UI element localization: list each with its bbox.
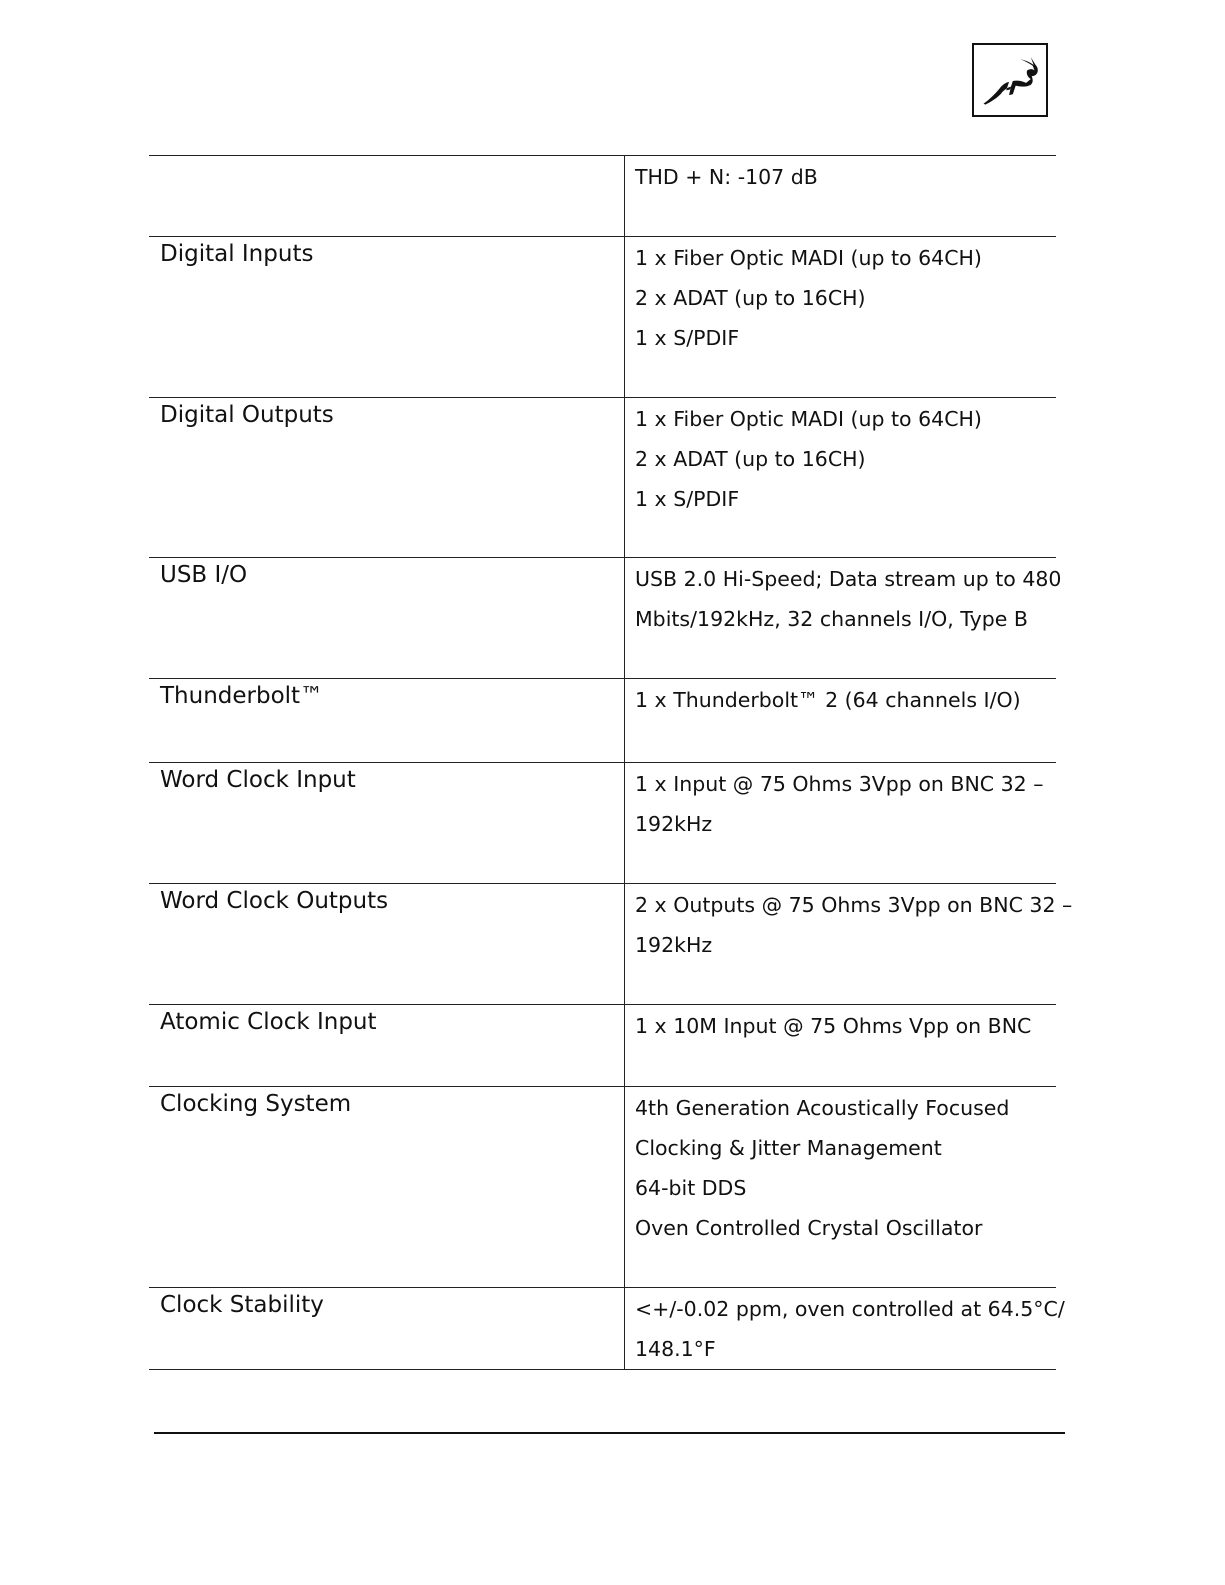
spec-value-line: Clocking & Jitter Management <box>635 1136 942 1160</box>
spec-label-cell <box>149 1288 625 1370</box>
spec-label: USB I/O <box>160 562 248 588</box>
spec-row <box>149 558 1056 679</box>
spec-label-cell <box>149 1005 625 1087</box>
spec-value-line: 1 x Fiber Optic MADI (up to 64CH) <box>635 246 982 270</box>
spec-table <box>149 155 1073 1370</box>
spec-value-line: 2 x ADAT (up to 16CH) <box>635 286 866 310</box>
spec-label: Atomic Clock Input <box>160 1009 377 1035</box>
spec-label: Clock Stability <box>160 1292 324 1318</box>
spec-value-cell <box>625 763 1057 884</box>
spec-value-line: 1 x Thunderbolt™ 2 (64 channels I/O) <box>635 688 1021 712</box>
spec-value-line: Mbits/192kHz, 32 channels I/O, Type B <box>635 607 1028 631</box>
brand-logo <box>972 43 1048 117</box>
spec-value-line: 1 x Input @ 75 Ohms 3Vpp on BNC 32 – <box>635 772 1044 796</box>
spec-value-line: USB 2.0 Hi-Speed; Data stream up to 480 <box>635 567 1062 591</box>
spec-row <box>149 237 1056 398</box>
spec-label-cell <box>149 558 625 679</box>
spec-row <box>149 1087 1056 1288</box>
antelope-logo-icon <box>974 45 1046 115</box>
spec-value-cell <box>625 156 1057 237</box>
spec-value-cell <box>625 884 1073 1005</box>
spec-row <box>149 1005 1056 1087</box>
spec-label-cell <box>149 237 625 398</box>
spec-value-line: 64-bit DDS <box>635 1176 747 1200</box>
spec-value-line: 4th Generation Acoustically Focused <box>635 1096 1010 1120</box>
spec-value-line: 2 x Outputs @ 75 Ohms 3Vpp on BNC 32 – <box>635 893 1073 917</box>
spec-label-cell <box>149 398 625 558</box>
spec-label-cell <box>149 1087 625 1288</box>
spec-value-cell <box>625 237 1057 398</box>
spec-row <box>149 884 1056 1005</box>
spec-value-line: THD + N: -107 dB <box>635 165 818 189</box>
spec-value-line: 2 x ADAT (up to 16CH) <box>635 447 866 471</box>
spec-value-cell <box>625 1005 1057 1087</box>
spec-value-cell <box>625 398 1057 558</box>
spec-label-cell <box>149 156 625 237</box>
spec-value-cell <box>625 558 1062 679</box>
spec-row <box>149 398 1056 558</box>
spec-value-line: 192kHz <box>635 812 713 836</box>
spec-row <box>149 763 1056 884</box>
spec-label: Digital Outputs <box>160 402 334 428</box>
spec-label: Digital Inputs <box>160 241 314 267</box>
spec-value-line: <+/-0.02 ppm, oven controlled at 64.5°C/ <box>635 1297 1065 1321</box>
spec-value-line: 1 x S/PDIF <box>635 487 740 511</box>
spec-value-cell <box>625 1288 1065 1370</box>
spec-label-cell <box>149 763 625 884</box>
footer-rule <box>154 1432 1065 1434</box>
spec-value-cell <box>625 679 1057 763</box>
spec-label: Word Clock Outputs <box>160 888 389 914</box>
spec-row <box>149 156 1056 237</box>
spec-value-line: Oven Controlled Crystal Oscillator <box>635 1216 983 1240</box>
spec-value-cell <box>625 1087 1057 1288</box>
spec-value-line: 1 x 10M Input @ 75 Ohms Vpp on BNC <box>635 1014 1032 1038</box>
spec-label-cell <box>149 679 625 763</box>
spec-value-line: 192kHz <box>635 933 713 957</box>
spec-label: Thunderbolt™ <box>160 683 324 709</box>
spec-value-line: 148.1°F <box>635 1337 716 1361</box>
spec-value-line: 1 x Fiber Optic MADI (up to 64CH) <box>635 407 982 431</box>
spec-label: Clocking System <box>160 1091 352 1117</box>
spec-row <box>149 679 1056 763</box>
spec-label: Word Clock Input <box>160 767 356 793</box>
spec-value-line: 1 x S/PDIF <box>635 326 740 350</box>
spec-label-cell <box>149 884 625 1005</box>
spec-row <box>149 1288 1056 1370</box>
